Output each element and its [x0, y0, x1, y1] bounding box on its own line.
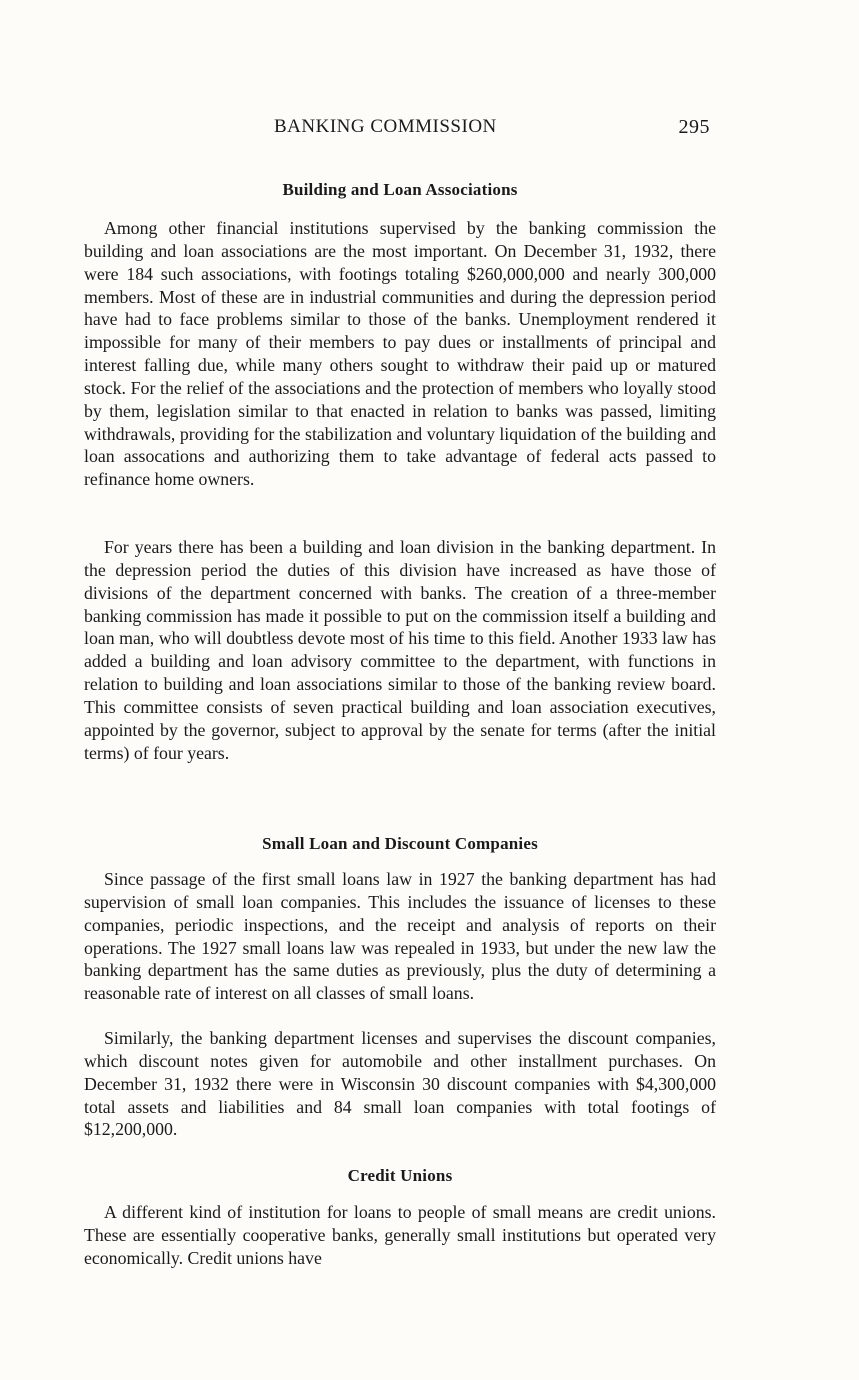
running-head [84, 116, 716, 142]
page-number: 295 [678, 116, 710, 138]
paragraph: Similarly, the banking department licenses and supervises the discount companies, which discount notes given for automobile and other installment purchases. On December 31, 1932 there were in Wisconsin 30 discount companies with $4,300,000 total assets and liabilities and 84 small loan companies with total footings of $12,200,000. [84, 1028, 716, 1140]
running-title: BANKING COMMISSION [274, 116, 497, 137]
paragraph: For years there has been a building and loan division in the banking department. In the depression period the duties of this division have increased as have those of divisions of the department concerned with banks. The creation of a three-member banking commission has made it possible to put on the commission itself a building and loan man, who will doubtless devote most of his time to this field. Another 1933 law has added a building and loan advisory committee to the department, with functions in relation to building and loan associations similar to those of the banking review board. This committee consists of seven practical building and loan association executives, appointed by the governor, subject to approval by the senate for terms (after the initial terms) of four years. [84, 537, 716, 763]
section-heading-building-and-loan: Building and Loan Associations [282, 180, 518, 199]
paragraph: Since passage of the first small loans law in 1927 the banking department has had supervision of small loan companies. This includes the issuance of licenses to these companies, periodic inspections, and the receipt and analysis of reports on their operations. The 1927 small loans law was repealed in 1933, but under the new law the banking department has the same duties as previously, plus the duty of determining a reasonable rate of interest on all classes of small loans. [84, 869, 716, 1004]
section-heading-credit-unions: Credit Unions [347, 1166, 453, 1185]
section-heading-small-loan: Small Loan and Discount Companies [262, 834, 538, 853]
paragraph: A different kind of institution for loans to people of small means are credit unions. These are essentially cooperative banks, generally small institutions but operated very economically. Credit unions have [84, 1202, 716, 1268]
paragraph: Among other financial institutions supervised by the banking commission the building and loan associations are the most important. On December 31, 1932, there were 184 such associations, with footings totaling $260,000,000 and nearly 300,000 members. Most of these are in industrial communities and during the depression period have had to face problems similar to those of the banks. Unemployment rendered it impossible for many of their members to pay dues or installments of principal and interest falling due, while many others sought to withdraw their paid up or matured stock. For the relief of the associations and the protection of members who loyally stood by them, legislation similar to that enacted in relation to banks was passed, limiting withdrawals, providing for the stabilization and voluntary liquidation of the building and loan assocations and authorizing them to take advantage of federal acts passed to refinance home owners. [84, 218, 716, 490]
